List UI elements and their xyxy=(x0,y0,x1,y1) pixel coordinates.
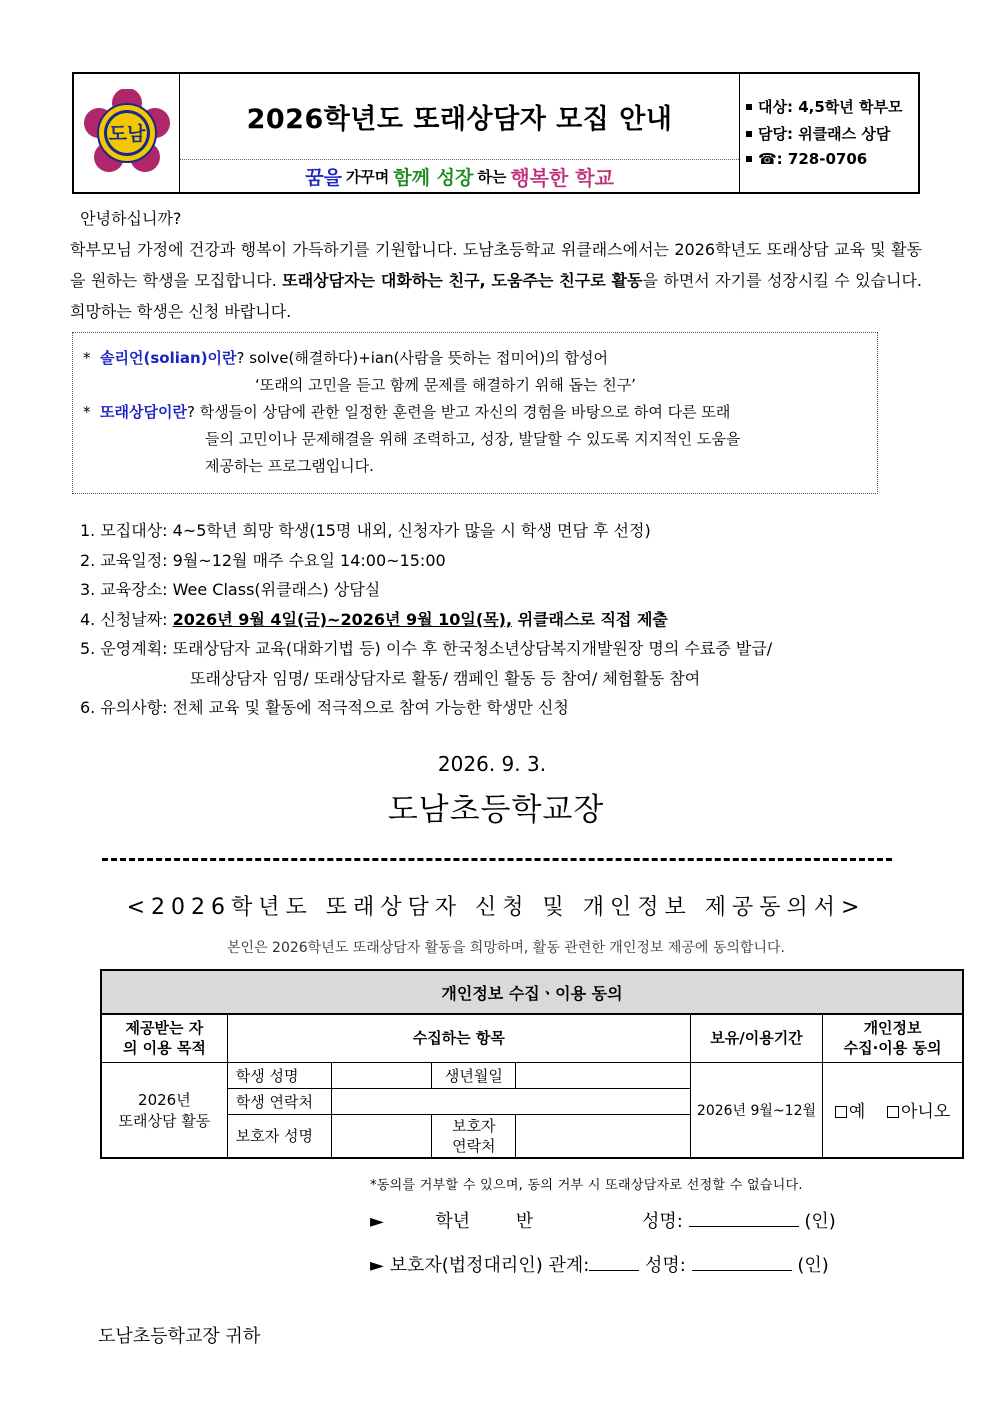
arrow-icon: ► xyxy=(370,1255,384,1276)
bullet-square-icon xyxy=(746,156,752,162)
cut-line xyxy=(102,858,892,861)
bullet-square-icon xyxy=(746,131,752,137)
checkbox-icon[interactable] xyxy=(887,1106,899,1118)
table-header: 개인정보 수집ㆍ이용 동의 xyxy=(101,970,963,1014)
list-item-cont: 또래상담자 임명/ 또래상담자로 활동/ 캠페인 활동 등 참여/ 체험활동 참여 xyxy=(190,668,701,688)
page-title: 2026학년도 또래상담자 모집 안내 xyxy=(180,74,739,160)
principal-signature: 도남초등학교장 xyxy=(387,792,605,828)
list-item: 2. 교육일정: 9월~12월 매주 수요일 14:00~15:00 xyxy=(80,550,446,570)
bullet-square-icon xyxy=(746,104,752,110)
guardian-name-blank[interactable] xyxy=(692,1253,792,1271)
field-student-name-label: 학생 성명 xyxy=(227,1062,331,1088)
consent-checkboxes xyxy=(823,1062,963,1158)
field-birthdate-label: 생년월일 xyxy=(432,1062,516,1088)
definition-box xyxy=(72,332,878,494)
guardian-name-input[interactable] xyxy=(332,1114,432,1158)
intro-paragraph: 학부모님 가정에 건강과 행복이 가득하기를 기원합니다. 도남초등학교 위클래스에서는 2026학년도 또래상담 교육 및 활동을 원하는 학생을 모집합니다. 또래상담자는 대화하는 친구, 도움주는 친구로 활동을 하면서 자기를 성장시킬 수 있습니다. 희망하는 학생은 신청 바랍니다. xyxy=(70,240,922,321)
student-name-blank[interactable] xyxy=(689,1209,799,1227)
recruit-details-list xyxy=(80,516,930,723)
guardian-sign-line: ► 보호자(법정대리인) 관계: 성명: (인) xyxy=(370,1255,829,1276)
info-target: 대상: 4,5학년 학부모 xyxy=(746,96,918,117)
school-logo-cell xyxy=(74,74,180,192)
student-contact-input[interactable] xyxy=(332,1088,691,1114)
consent-note: *동의를 거부할 수 있으며, 동의 거부 시 또래상담자로 선정할 수 없습니다. xyxy=(370,1178,803,1193)
greeting: 안녕하십니까? xyxy=(80,209,182,228)
col-period: 보유/이용기간 xyxy=(690,1014,822,1062)
list-item: 1. 모집대상: 4~5학년 희망 학생(15명 내외, 신청자가 많을 시 학생 면담 후 선정) xyxy=(80,521,651,540)
info-phone: ☎: 728-0706 xyxy=(746,150,918,168)
school-emblem-icon xyxy=(83,89,171,177)
relation-blank[interactable] xyxy=(589,1253,639,1271)
checkbox-icon[interactable] xyxy=(835,1106,847,1118)
solian-quote: ‘또래의 고민을 듣고 함께 문제를 해결하기 위해 돕는 친구’ xyxy=(255,376,636,394)
arrow-icon: ► xyxy=(370,1211,384,1232)
student-name-input[interactable] xyxy=(332,1062,432,1088)
peer-definition-cont2: 제공하는 프로그램입니다. xyxy=(205,457,374,475)
list-item: 4. 신청날짜: 2026년 9월 4일(금)~2026년 9월 10일(목), 위클래스로 직접 제출 xyxy=(80,609,668,629)
field-student-contact-label: 학생 연락처 xyxy=(227,1088,331,1114)
solian-definition: * 솔리언(solian)이란? solve(해결하다)+ian(사람을 뜻하는 접미어)의 합성어 xyxy=(83,349,609,367)
col-purpose: 제공받는 자 의 이용 목적 xyxy=(101,1014,227,1062)
slogan-grow: 가꾸며 xyxy=(345,167,390,186)
info-contact-person: 담당: 위클래스 상담 xyxy=(746,123,918,144)
list-item: 3. 교육장소: Wee Class(위클래스) 상담실 xyxy=(80,580,381,599)
list-item: 6. 유의사항: 전체 교육 및 활동에 적극적으로 참여 가능한 학생만 신청 xyxy=(80,698,569,717)
school-slogan xyxy=(180,160,739,192)
guardian-contact-input[interactable] xyxy=(516,1114,690,1158)
consent-yes-option[interactable]: 예 xyxy=(835,1102,865,1122)
slogan-doing: 하는 xyxy=(477,167,507,186)
student-sign-line: ► 학년 반 성명: (인) xyxy=(370,1211,836,1232)
peer-definition-cont: 들의 고민이나 문제해결을 위해 조력하고, 성장, 발달할 수 있도록 지지적인 도움을 xyxy=(205,430,741,448)
header-box xyxy=(72,72,920,194)
field-guardian-contact-label: 보호자 연락처 xyxy=(432,1114,516,1158)
peer-definition: * 또래상담이란? 학생들이 상담에 관한 일정한 훈련을 받고 자신의 경험을 바탕으로 하여 다른 또래 xyxy=(83,403,731,421)
col-consent: 개인정보 수집·이용 동의 xyxy=(823,1014,963,1062)
list-item: 5. 운영계획: 또래상담자 교육(대화기법 등) 이수 후 한국청소년상담복지개발원장 명의 수료증 발급/ xyxy=(80,639,773,658)
info-cell xyxy=(740,74,918,192)
notice-date: 2026. 9. 3. xyxy=(437,752,547,776)
field-guardian-name-label: 보호자 성명 xyxy=(227,1114,331,1158)
slogan-together: 함께 성장 xyxy=(393,166,474,189)
logo-text: 도남 xyxy=(108,123,145,145)
slogan-happy-school: 행복한 학교 xyxy=(510,165,614,190)
consent-no-option[interactable]: 아니오 xyxy=(887,1102,950,1122)
birthdate-input[interactable] xyxy=(516,1062,690,1088)
col-items: 수집하는 항목 xyxy=(227,1014,690,1062)
period-value: 2026년 9월~12월 xyxy=(690,1062,822,1158)
form-subtitle: 본인은 2026학년도 또래상담자 활동을 희망하며, 활동 관련한 개인정보 제공에 동의합니다. xyxy=(227,940,785,956)
form-title: <2026학년도 또래상담자 신청 및 개인정보 제공동의서> xyxy=(126,895,866,920)
slogan-dream: 꿈을 xyxy=(305,166,342,189)
intro-section xyxy=(70,203,922,327)
consent-table xyxy=(100,969,964,1159)
purpose-cell: 2026년 또래상담 활동 xyxy=(101,1062,227,1158)
footer-addressee: 도남초등학교장 귀하 xyxy=(98,1326,261,1347)
title-cell xyxy=(180,74,740,192)
